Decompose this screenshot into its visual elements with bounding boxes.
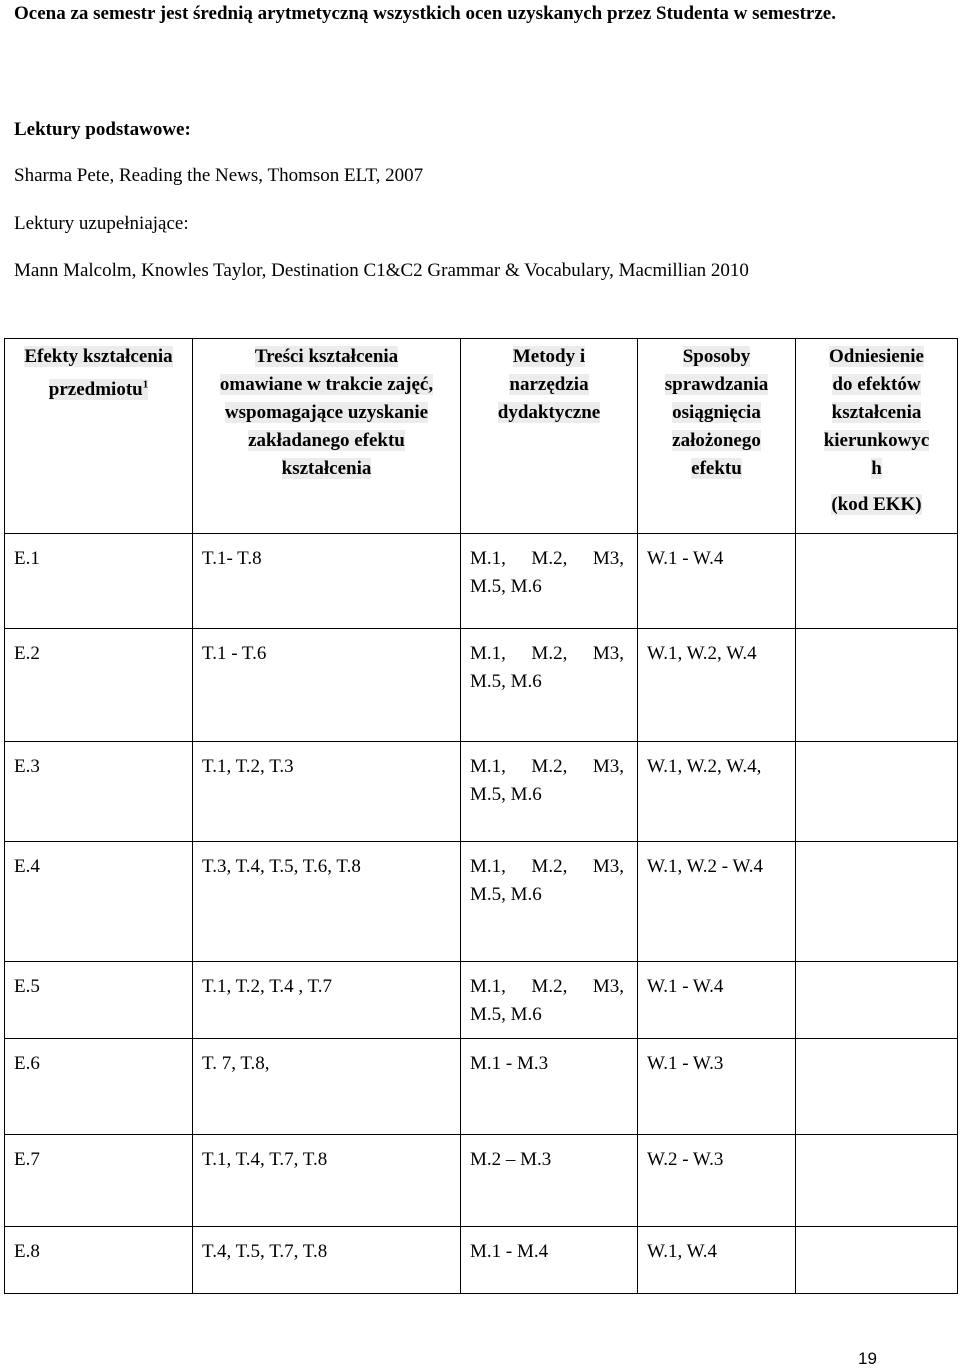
table-row: E.3 T.1, T.2, T.3 M.1, M.2, M3, M.5, M.6 W.1, W.2, W.4,: [5, 742, 958, 842]
table-row: E.4 T.3, T.4, T.5, T.6, T.8 M.1, M.2, M3, M.5, M.6 W.1, W.2 - W.4: [5, 842, 958, 962]
table-header-row: [5, 339, 958, 534]
header-content: Treści kształcenia omawiane w trakcie zajęć, wspomagające uzyskanie zakładanego efektu kształcenia: [193, 339, 461, 534]
intro-paragraph: Ocena za semestr jest średnią arytmetyczną wszystkich ocen uzyskanych przez Studenta w semestrze.: [14, 3, 836, 24]
supplementary-readings-item: Mann Malcolm, Knowles Taylor, Destination C1&C2 Grammar & Vocabulary, Macmillian 2010: [14, 260, 749, 281]
table-row: E.6 T. 7, T.8, M.1 - M.3 W.1 - W.3: [5, 1039, 958, 1135]
basic-readings-heading: Lektury podstawowe:: [14, 119, 191, 140]
header-methods: Metody i narzędzia dydaktyczne: [461, 339, 638, 534]
header-reference: Odniesienie do efektów kształcenia kierunkowyc h (kod EKK): [796, 339, 958, 534]
supplementary-readings-heading: Lektury uzupełniające:: [14, 213, 189, 234]
page-number: 19: [858, 1349, 877, 1368]
effects-table: [4, 338, 958, 1294]
table-row: E.8 T.4, T.5, T.7, T.8 M.1 - M.4 W.1, W.4: [5, 1227, 958, 1294]
header-effects: Efekty kształcenia przedmiotu$^1$: [5, 339, 193, 534]
table-row: E.2 T.1 - T.6 M.1, M.2, M3, M.5, M.6 W.1, W.2, W.4: [5, 629, 958, 742]
table-row: E.7 T.1, T.4, T.7, T.8 M.2 – M.3 W.2 - W.3: [5, 1135, 958, 1227]
table-row: E.5 T.1, T.2, T.4 , T.7 M.1, M.2, M3, M.5, M.6 W.1 - W.4: [5, 962, 958, 1039]
ekk-code-label: (kod EKK): [831, 494, 922, 515]
table-row: E.1 T.1- T.8 M.1, M.2, M3, M.5, M.6 W.1 - W.4: [5, 534, 958, 629]
basic-readings-item: Sharma Pete, Reading the News, Thomson ELT, 2007: [14, 165, 424, 186]
header-verification: Sposoby sprawdzania osiągnięcia założonego efektu: [638, 339, 796, 534]
